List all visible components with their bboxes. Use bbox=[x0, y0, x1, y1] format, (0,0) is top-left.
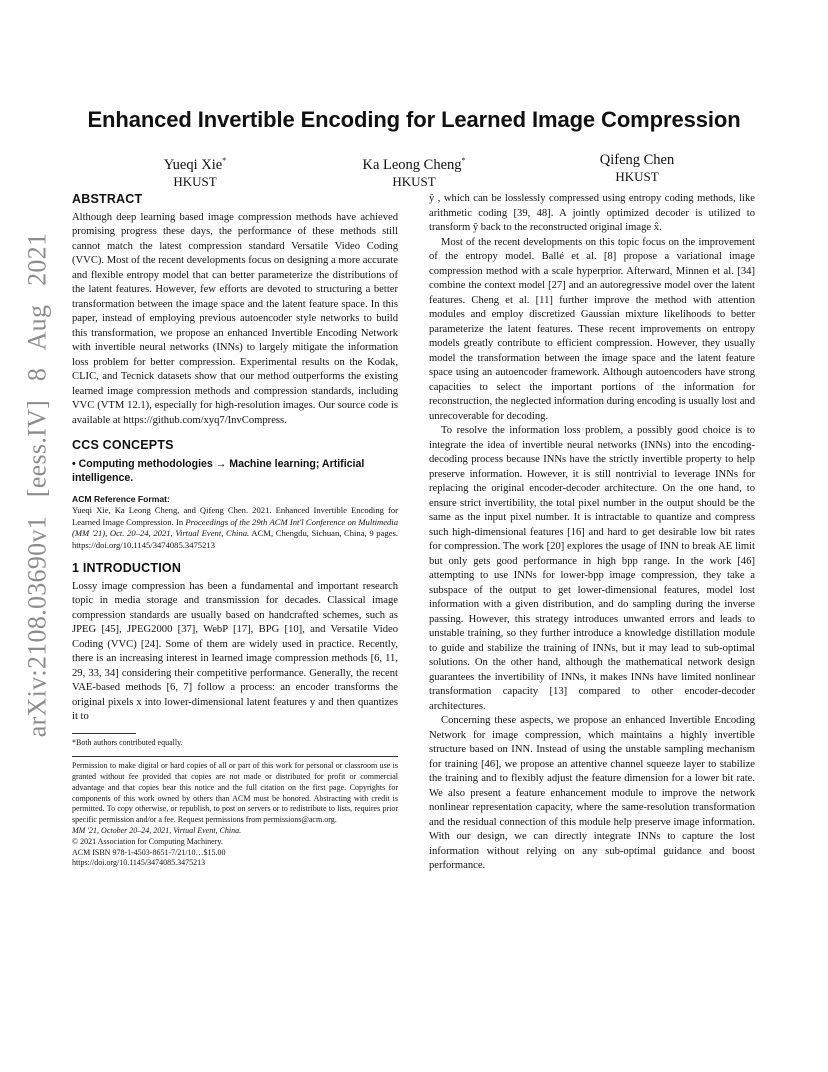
doi-line: https://doi.org/10.1145/3474085.3475213 bbox=[72, 858, 206, 868]
author-2 bbox=[314, 152, 514, 190]
footnote: *Both authors contributed equally. bbox=[72, 737, 183, 747]
abstract-heading: ABSTRACT bbox=[72, 192, 143, 206]
paragraph: Most of the recent developments on this topic focus on the improvement of the entropy model. Ballé et al. [8] propose a variational image compression method with a scale hyperprior. Afterward, Minnen et al. [34] combine the context model [27] and an autoregressive model over the latent features. Cheng et al. [11] further improve the method with attention modules and employ discretized Gaussian mixture likelihoods to better parameterize the latent features. These recent improvements on entropy models greatly contribute to efficient compression. However, they usually model the transformation between the image space and the latent feature space using an autoencoder framework. Although autoencoders have strong capacities to select the important portions of the information for reconstruction, the neglected information during encoding is usually lost and unrecoverable for decoding. bbox=[429, 236, 755, 422]
left-column bbox=[72, 192, 398, 869]
introduction-paragraph: Lossy image compression has been a fundamental and important research topic in media storage and transmission for decades. Classical image compression standards are usually based on handcrafted schemes, such as JPEG [45], JPEG2000 [37], WebP [17], BPG [10], and Versatile Video Coding (VVC) [24]. Some of them are widely used in practice. Recently, there is an increasing interest in learned image compression methods [6, 11, 29, 33, 34] considering their competitive performance. Generally, the recent VAE-based methods [6, 7] follow a process: an encoder transforms the original pixels x into lower-dimensional latent features y and then quantizes it to bbox=[72, 580, 398, 722]
author-name: Qifeng Chen bbox=[599, 152, 675, 168]
acm-reference-tail: ACM, Chengdu, Sichuan, China, 9 pages. https://doi.org/10.1145/3474085.3475213 bbox=[72, 528, 398, 550]
author-block bbox=[0, 152, 828, 189]
paper-title: Enhanced Invertible Encoding for Learned Image Compression bbox=[87, 107, 741, 132]
permission-block bbox=[72, 761, 398, 869]
introduction-heading: 1 INTRODUCTION bbox=[72, 561, 182, 575]
paragraph: ŷ , which can be losslessly compressed using entropy coding methods, like arithmetic coding [39, 48]. A jointly optimized decoder is utilized to transform ŷ back to the reconstructed original image x̂. bbox=[429, 193, 755, 233]
author-affiliation: HKUST bbox=[392, 173, 436, 189]
copyright-line: © 2021 Association for Computing Machinery. bbox=[72, 836, 223, 846]
footnote-rule bbox=[72, 733, 136, 734]
arxiv-stamp bbox=[22, 232, 52, 738]
permission-venue: MM '21, October 20–24, 2021, Virtual Event, China. bbox=[72, 826, 242, 836]
acm-reference-heading: ACM Reference Format: bbox=[72, 493, 170, 504]
author-affiliation: HKUST bbox=[615, 169, 659, 184]
author-affiliation: HKUST bbox=[173, 173, 217, 189]
author-3 bbox=[537, 152, 737, 185]
permission-rule bbox=[72, 756, 398, 757]
author-1 bbox=[95, 152, 295, 190]
paragraph: To resolve the information loss problem, a possibly good choice is to integrate the idea of invertible neural networks (INNs) into the encoding-decoding process because INNs have the strictly invertible property to help preserve information. However, it is still nontrivial to leverage INNs for replacing the original encoder-decoder architecture. On the one hand, to ensure strict invertibility, the total pixel number in the output should be the same as the input pixel number. It is intractable to quantize and compress such high-dimensional features [16] and hard to get desirable low bit rates for compression. The work [20] explores the usage of INN to break AE limit but only gets good performance in high bpp range. In the work [46] attempting to use INNs for lower-bpp image compression, they take a subspace of the output to get lower-dimensional features, model lost information with a given distribution, and do sampling during the inverse passing. However, this strategy introduces unwanted errors and leads to unstable training, so they further introduce a knowledge distillation module to guide and stabilize the training of INNs, but it may lead to sub-optimal solutions. On the other hand, although the mathematical network design guarantees the invertibility of INNs, it makes INNs have limited nonlinear transformation capacity [13] compared to other encoder-decoder architectures. bbox=[429, 425, 755, 712]
equal-contribution-mark: * bbox=[222, 156, 227, 165]
permission-text: Permission to make digital or hard copies of all or part of this work for personal or classroom use is granted without fee provided that copies are not made or distributed for profit or commercial advantage and that copies bear this notice and the full citation on the first page. Copyrights for components of this work owned by others than ACM must be honored. Abstracting with credit is permitted. To copy otherwise, or republish, to post on servers or to redistribute to lists, requires prior specific permission and/or a fee. Request permissions from permissions@acm.org. bbox=[72, 761, 398, 825]
author-name: Yueqi Xie bbox=[163, 156, 223, 173]
acm-reference-venue: Proceedings of the 29th ACM Int'l Conference on Multimedia (MM '21), Oct. 20–24, 2021, Virtual Event, China. bbox=[72, 516, 398, 538]
acm-reference bbox=[72, 494, 398, 552]
acm-reference-authors: Yueqi Xie, Ka Leong Cheng, and Qifeng Chen. 2021. Enhanced Invertible Encoding for Learned Image Compression. In bbox=[72, 505, 398, 527]
ccs-heading: CCS CONCEPTS bbox=[72, 438, 174, 452]
isbn-line: ACM ISBN 978-1-4503-8651-7/21/10…$15.00 bbox=[72, 847, 226, 857]
arxiv-id: arXiv:2108.03690v1 [eess.IV] 8 Aug 2021 bbox=[22, 232, 51, 738]
right-column bbox=[429, 192, 755, 874]
ccs-concepts: • Computing methodologies → Machine learning; Artificial intelligence. bbox=[72, 457, 365, 484]
abstract-text: Although deep learning based image compression methods have achieved promising progress these days, the performance of these methods still cannot match the latest compression standard Versatile Video Coding (VVC). Most of the recent developments focus on designing a more accurate and flexible entropy model that can better parameterize the distributions of the latent features. However, few efforts are devoted to structuring a better transformation between the image space and the latent feature space. In this paper, instead of employing previous autoencoder style networks to build this transformation, we propose an enhanced Invertible Encoding Network with invertible neural networks (INNs) to largely mitigate the information loss problem for better compression. Experimental results on the Kodak, CLIC, and Tecnick datasets show that our method outperforms the existing learned image compression methods and compression standards, including VVC (VTM 12.1), especially for high-resolution images. Our source code is available at https://github.com/xyq7/InvCompress. bbox=[72, 211, 398, 426]
paragraph: Concerning these aspects, we propose an enhanced Invertible Encoding Network for image compression, which maintains a highly invertible structure based on INN. Instead of using the unstable sampling mechanism for training [46], we propose an attentive channel squeeze layer to stabilize the training and to flexibly adjust the feature dimension for a lower bit rate. We also present a feature enhancement module to improve the network nonlinear representation capacity, where the same-resolution transformation and the residual connection of this module help preserve image information. With our design, we can directly integrate INNs to capture the lost information without relying on any sub-optimal guidance and boost performance. bbox=[429, 715, 755, 871]
author-name: Ka Leong Cheng bbox=[362, 156, 462, 173]
equal-contribution-mark: * bbox=[461, 156, 466, 165]
